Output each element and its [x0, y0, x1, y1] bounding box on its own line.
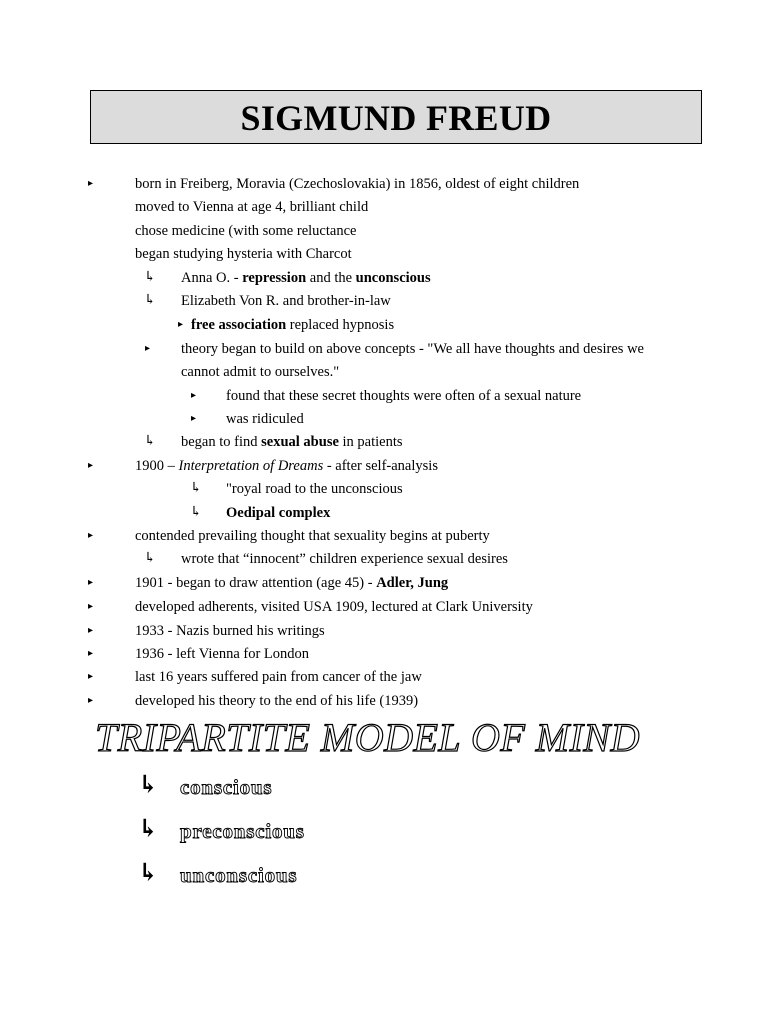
- text-fragment: replaced hypnosis: [286, 317, 395, 333]
- triangle-bullet-icon: ▸: [88, 648, 94, 659]
- text-fragment: - after self-analysis: [323, 458, 438, 474]
- text-fragment: in patients: [338, 434, 403, 450]
- hook-arrow-icon: ↳: [138, 772, 159, 798]
- bold-term: sexual abuse: [261, 434, 339, 450]
- bio-line: [191, 314, 394, 336]
- triangle-bullet-icon: ▸: [88, 671, 94, 682]
- triangle-bullet-icon: ▸: [178, 319, 184, 330]
- triangle-bullet-icon: ▸: [88, 625, 94, 636]
- bio-line: Elizabeth Von R. and brother-in-law: [181, 293, 391, 309]
- hook-arrow-icon: ↳: [144, 434, 156, 449]
- mind-level-item: conscious: [180, 775, 273, 799]
- hook-arrow-icon: ↳: [138, 860, 159, 886]
- bio-line: 1933 - Nazis burned his writings: [135, 623, 325, 639]
- hook-arrow-icon: ↳: [138, 816, 159, 842]
- triangle-bullet-icon: ▸: [88, 695, 94, 706]
- text-fragment: 1901 - began to draw attention (age 45) -: [135, 575, 377, 591]
- bio-line: 1936 - left Vienna for London: [135, 646, 310, 662]
- bio-line: developed adherents, visited USA 1909, lectured at Clark University: [135, 599, 533, 615]
- triangle-bullet-icon: ▸: [88, 577, 94, 588]
- bio-line: chose medicine (with some reluctance: [135, 223, 357, 239]
- bio-line: [135, 455, 438, 477]
- hook-arrow-icon: ↳: [144, 293, 156, 308]
- triangle-bullet-icon: ▸: [88, 460, 94, 471]
- bio-line: theory began to build on above concepts - "We all have thoughts and desires we: [181, 341, 644, 357]
- hook-arrow-icon: ↳: [144, 270, 156, 285]
- bio-line: born in Freiberg, Moravia (Czechoslovakia) in 1856, oldest of eight children: [135, 176, 580, 192]
- hook-arrow-icon: ↳: [190, 505, 202, 520]
- text-fragment: and the: [306, 270, 356, 286]
- bio-line: found that these secret thoughts were often of a sexual nature: [226, 388, 582, 404]
- bio-line: began studying hysteria with Charcot: [135, 246, 352, 262]
- bold-term: repression: [242, 270, 307, 286]
- bio-line: [181, 431, 403, 453]
- hook-arrow-icon: ↳: [144, 551, 156, 566]
- text-fragment: Anna O. -: [181, 270, 243, 286]
- bio-line: [135, 572, 448, 594]
- triangle-bullet-icon: ▸: [145, 343, 151, 354]
- bold-term: free association: [191, 317, 287, 333]
- triangle-bullet-icon: ▸: [191, 390, 197, 401]
- mind-level-item: preconscious: [180, 819, 305, 843]
- bold-term: unconscious: [355, 270, 431, 286]
- bio-line: cannot admit to ourselves.": [181, 364, 340, 380]
- triangle-bullet-icon: ▸: [88, 601, 94, 612]
- section-heading: TRIPARTITE MODEL OF MIND: [95, 715, 640, 760]
- page-title: SIGMUND FREUD: [240, 98, 552, 138]
- bold-term: Adler, Jung: [376, 575, 449, 591]
- bold-term: Oedipal complex: [226, 505, 331, 521]
- triangle-bullet-icon: ▸: [88, 178, 94, 189]
- bio-line: was ridiculed: [226, 411, 304, 427]
- text-fragment: began to find: [181, 434, 262, 450]
- bio-line: [181, 267, 431, 289]
- bio-line: last 16 years suffered pain from cancer of the jaw: [135, 669, 422, 685]
- triangle-bullet-icon: ▸: [88, 530, 94, 541]
- italic-title: Interpretation of Dreams: [178, 458, 324, 474]
- bio-line: "royal road to the unconscious: [226, 481, 403, 497]
- bio-line: developed his theory to the end of his life (1939): [135, 693, 419, 709]
- bio-line: wrote that “innocent” children experience sexual desires: [181, 551, 508, 567]
- triangle-bullet-icon: ▸: [191, 413, 197, 424]
- mind-level-item: unconscious: [180, 863, 298, 887]
- bio-line: moved to Vienna at age 4, brilliant child: [135, 199, 369, 215]
- hook-arrow-icon: ↳: [190, 481, 202, 496]
- title-box: [90, 90, 702, 144]
- text-fragment: 1900 –: [135, 458, 179, 474]
- bio-line: contended prevailing thought that sexuality begins at puberty: [135, 528, 490, 544]
- bio-line: [226, 502, 330, 524]
